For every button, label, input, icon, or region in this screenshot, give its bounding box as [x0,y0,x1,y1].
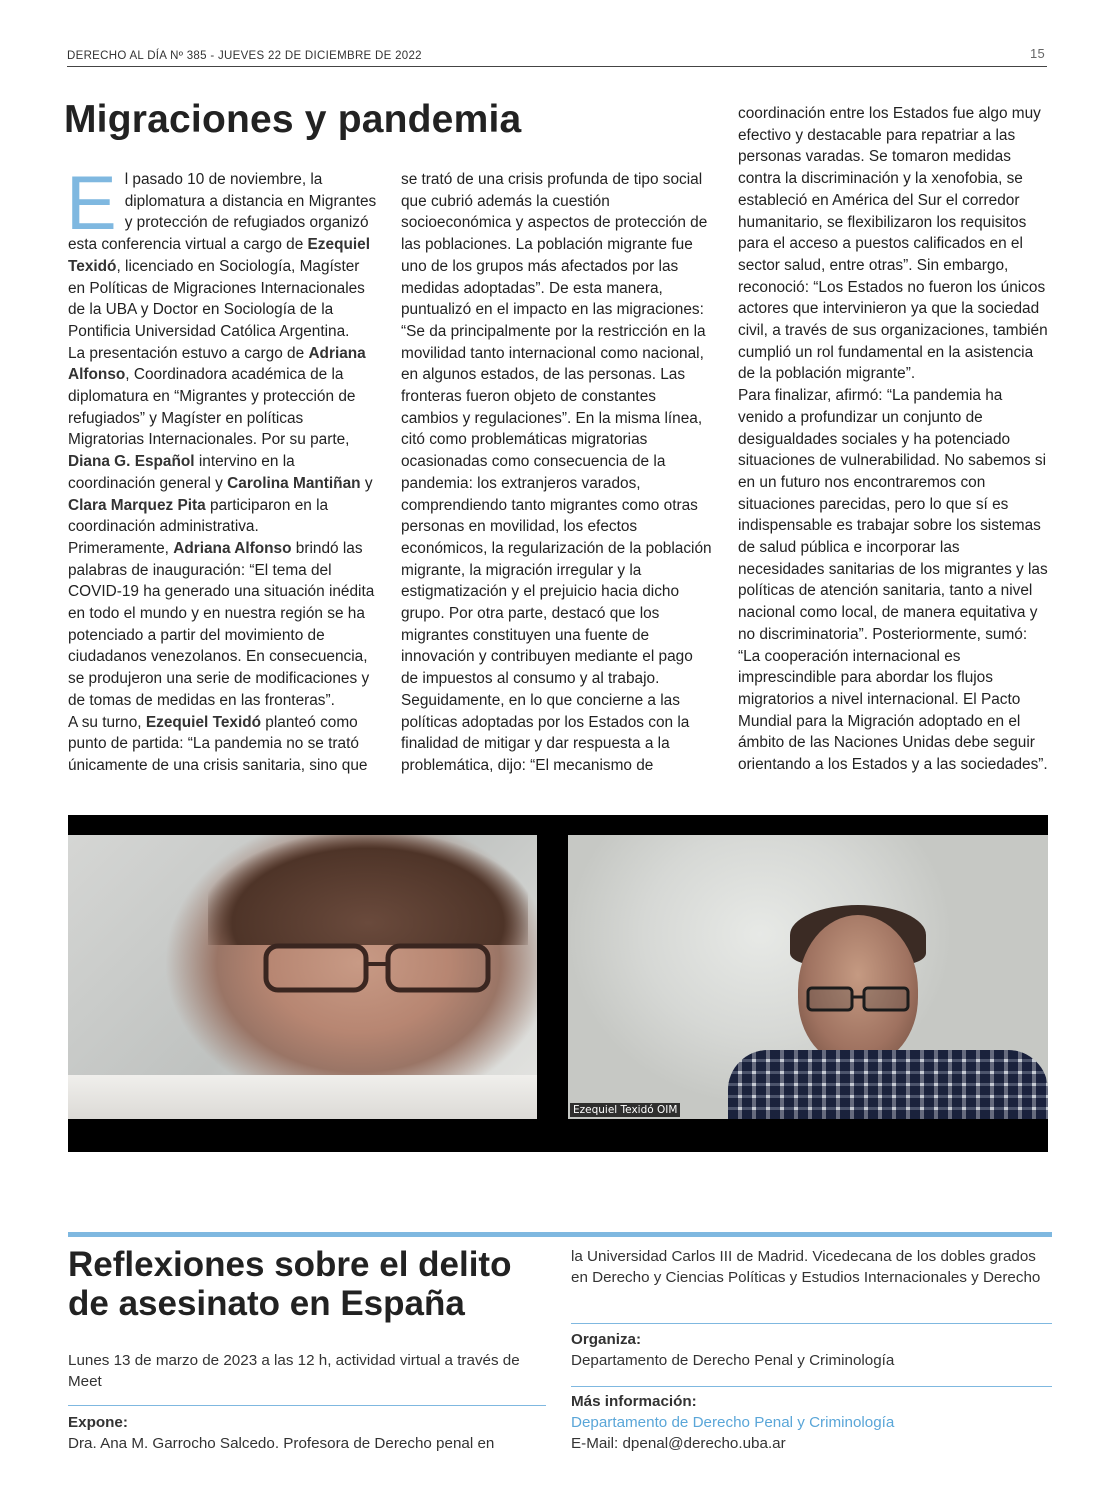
event-date: Lunes 13 de marzo de 2023 a las 12 h, actividad virtual a través de Meet [68,1352,520,1390]
paragraph-text: A su turno, [68,713,146,731]
article-column-3 [738,103,1048,776]
shirt-shape [728,1050,1048,1119]
paragraph-text: Para finalizar, afirmó: “La pandemia ha venido a profundizar un conjunto de desigualdades sociales y ha potenciado situaciones de vulnerabilidad. No sabemos si en un futuro nos encontraremos con situaciones parecidas, pero lo que sí es indispensable es trabajar sobre los sistemas de salud pública e incorporar las necesidades sanitarias de los migrantes y las políticas de atención sanitaria, tanto a nivel nacional como local, de manera equitativa y no discriminatoria”. Posteriormente, sumó: “La cooperación internacional es imprescindible para abordar los flujos migratorios a nivel internacional. El Pacto Mundial para la Migración adoptado en el ámbito de las Naciones Unidas debe seguir orientando a los Estados y a las sociedades”. [738,387,1048,774]
person-name: Clara Marquez Pita [68,496,206,514]
divider [571,1386,1052,1387]
info-link[interactable]: Departamento de Derecho Penal y Criminología [571,1414,895,1431]
article-paragraph [401,690,713,777]
paragraph-text: se trató de una crisis profunda de tipo social que cubrió además la cuestión socioeconómica y aspectos de protección de las poblaciones. La población migrante fue uno de los grupos más afectados por las medidas adoptadas”. De esta manera, puntualizó en el impacto en las migraciones: “Se da principalmente por la restricción en la movilidad tanto internacional como nacional, en algunos estados, de las personas. Las fronteras fueron objeto de constantes cambios y regulaciones”. En la misma línea, citó como problemáticas migratorias ocasionadas como consecuencia de la pandemia: los extranjeros varados, comprendiendo tanto migrantes como otras personas en movilidad, los efectos económicos, la regularización de la población migrante, la migración irregular y la estigmatización y el prejuicio hacia dicho grupo. Por otra parte, destacó que los migrantes constituyen una fuente de innovación y contribuyen mediante el pago de impuestos al consumo y al trabajo. [401,171,712,688]
article-paragraph [68,343,380,538]
speaker-photo-adriana [68,835,537,1119]
glasses-icon [806,985,910,1015]
article-paragraph [738,103,1048,385]
article-title: Migraciones y pandemia [64,98,522,141]
column-3-body [738,103,1048,776]
article-column-1 [66,161,380,777]
paragraph-text: y [360,474,373,492]
shirt-shape [68,1075,537,1119]
paragraph-text: La presentación estuvo a cargo de [68,344,309,362]
info-email[interactable]: E-Mail: dpenal@derecho.uba.ar [571,1435,786,1452]
video-call-screenshot [68,815,1048,1152]
person-name: Adriana Alfonso [173,539,292,557]
paragraph-text: participaron en la coordinación administrativa. [68,496,329,536]
person-name: Carolina Mantiñan [227,474,361,492]
article-column-2 [401,169,713,777]
article-paragraph [68,538,380,712]
hair-shape [208,835,528,945]
page-header [67,46,1047,67]
paragraph-text: Seguidamente, en lo que concierne a las políticas adoptadas por los Estados con la finalidad de mitigar y dar respuesta a la problemática, dijo: “El mecanismo de [401,691,690,774]
expone-text-start: Dra. Ana M. Garrocho Salcedo. Profesora de Derecho penal en [68,1435,495,1452]
column-1-body [66,161,380,777]
article-paragraph [401,169,713,690]
participant-name-label: Ezequiel Texidó OIM [570,1103,680,1117]
paragraph-text: l pasado 10 de noviembre, la diplomatura a distancia en Migrantes y protección de refugiados organizó esta conferencia virtual a cargo de [68,171,377,254]
event-title: Reflexiones sobre el delito de asesinato en España [68,1245,512,1323]
paragraph-text: intervino en la coordinación general y [68,453,295,492]
organiza-label: Organiza: [571,1331,642,1348]
divider [68,1405,546,1406]
divider [571,1323,1052,1324]
page-number: 15 [1029,46,1045,61]
drop-cap: E [66,161,117,246]
person-name: Ezequiel Texidó [145,713,262,731]
expone-label: Expone: [68,1414,128,1431]
person-name: Diana G. Español [68,453,195,471]
publication-line: DERECHO AL DÍA Nº 385 - JUEVES 22 DE DICIEMBRE DE 2022 [67,50,422,62]
expone-text-continued: la Universidad Carlos III de Madrid. Vicedecana de los dobles grados en Derecho y Ciencias Políticas y Estudios Internacionales y Derecho [571,1248,1041,1286]
glasses-icon [258,940,498,1000]
person-name: Ezequiel Texidó [68,236,370,275]
info-label: Más información: [571,1393,697,1410]
paragraph-text: , Coordinadora académica de la diplomatura en “Migrantes y protección de refugiados” y Magíster en políticas Migratorias Internacionales. Por su parte, [68,366,356,449]
paragraph-text: planteó como punto de partida: “La pandemia no se trató únicamente de una crisis sanitaria, sino que [68,713,368,774]
article-paragraph [68,712,380,777]
paragraph-text: , licenciado en Sociología, Magíster en Políticas de Migraciones Internacionales de la UBA y Doctor en Sociología de la Pontificia Universidad Católica Argentina. [68,257,365,340]
speaker-photo-ezequiel [568,835,1048,1119]
paragraph-text: brindó las palabras de inauguración: “El tema del COVID-19 ha generado una situación inédita en todo el mundo y en nuestra región se ha potenciado a partir del movimiento de ciudadanos venezolanos. En consecuencia, se produjeron una serie de modificaciones y de tomas de medidas en las fronteras”. [68,539,375,709]
organiza-text: Departamento de Derecho Penal y Criminología [571,1352,895,1369]
section-divider [68,1232,1052,1237]
paragraph-text: Primeramente, [68,539,174,557]
article-paragraph [738,385,1048,776]
person-name: Adriana Alfonso [68,344,366,384]
paragraph-text: coordinación entre los Estados fue algo muy efectivo y destacable para repatriar a las personas varadas. Se tomaron medidas contra la discriminación y la xenofobia, se estableció en América del Sur el corredor humanitario, se flexibilizaron los requisitos para el acceso a puestos calificados en el sector salud, entre otras”. Sin embargo, reconoció: “Los Estados no fueron los únicos actores que intervinieron ya que la sociedad civil, a través de sus organizaciones, también cumplió un rol fundamental en la asistencia de la población migrante”. [738,105,1048,383]
column-2-body [401,169,713,777]
